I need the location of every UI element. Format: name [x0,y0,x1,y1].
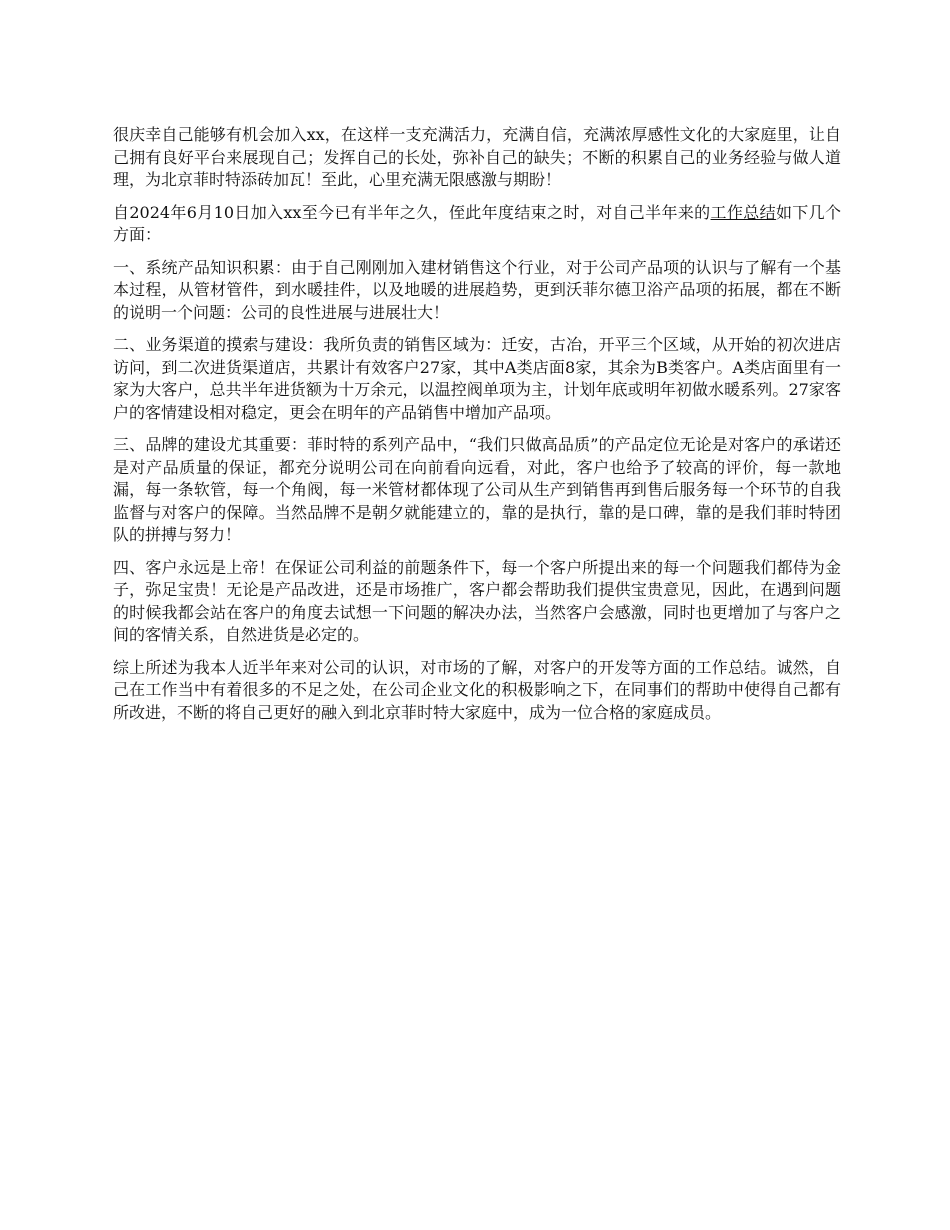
paragraph-overview-before: 自2024年6月10日加入xx至今已有半年之久，侄此年度结束之时，对自己半年来的 [113,202,711,222]
paragraph-overview [113,202,841,247]
paragraph-intro: 很庆幸自己能够有机会加入xx，在这样一支充满活力，充满自信，充满浓厚感性文化的大家庭里，让自己拥有良好平台来展现自己；发挥自己的长处，弥补自己的缺失；不断的积累自己的业务经验与做人道理，为北京菲时特添砖加瓦！至此，心里充满无限感激与期盼！ [113,125,841,189]
paragraph-product-knowledge: 一、系统产品知识积累：由于自己刚刚加入建材销售这个行业，对于公司产品项的认识与了解有一个基本过程，从管材管件，到水暖挂件，以及地暖的进展趋势，更到沃菲尔德卫浴产品项的拓展，都在不断的说明一个问题：公司的良性进展与进展壮大！ [113,257,841,322]
paragraph-sales-channels: 二、业务渠道的摸索与建设：我所负责的销售区域为：迁安，古冶，开平三个区域，从开始的初次进店访问，到二次进货渠道店，共累计有效客户27家，其中A类店面8家，其余为B类客户。A类店面里有一家为大客户，总共半年进货额为十万余元，以温控阀单项为主，计划年底或明年初做水暖系列。27家客户的客情建设相对稳定，更会在明年的产品销售中增加产品项。 [113,335,841,422]
paragraph-brand-building: 三、品牌的建设尤其重要：菲时特的系列产品中，“我们只做高品质”的产品定位无论是对客户的承诺还是对产品质量的保证，都充分说明公司在向前看向远看，对此，客户也给予了较高的评价，每一款地漏，每一条软管，每一个角阀，每一米管材都体现了公司从生产到销售再到售后服务每一个环节的自我监督与对客户的保障。当然品牌不是朝夕就能建立的，靠的是执行，靠的是口碑，靠的是我们菲时特团队的拼搏与努力！ [113,435,841,544]
document-body [113,124,841,734]
paragraph-overview-after: 如下几个方面： [113,202,841,244]
paragraph-customer-first: 四、客户永远是上帝！在保证公司利益的前题条件下，每一个客户所提出来的每一个问题我们都侍为金子，弥足宝贵！无论是产品改进，还是市场推广，客户都会帮助我们提供宝贵意见，因此，在遇到问题的时候我都会站在客户的角度去试想一下问题的解决办法，当然客户会感激，同时也更增加了与客户之间的客情关系，自然进货是必定的。 [113,557,841,644]
work-summary-link[interactable]: 工作总结 [710,202,776,222]
paragraph-conclusion: 综上所述为我本人近半年来对公司的认识，对市场的了解，对客户的开发等方面的工作总结。诚然，自己在工作当中有着很多的不足之处，在公司企业文化的积极影响之下，在同事们的帮助中使得自己都有所改进，不断的将自己更好的融入到北京菲时特大家庭中，成为一位合格的家庭成员。 [113,657,841,722]
